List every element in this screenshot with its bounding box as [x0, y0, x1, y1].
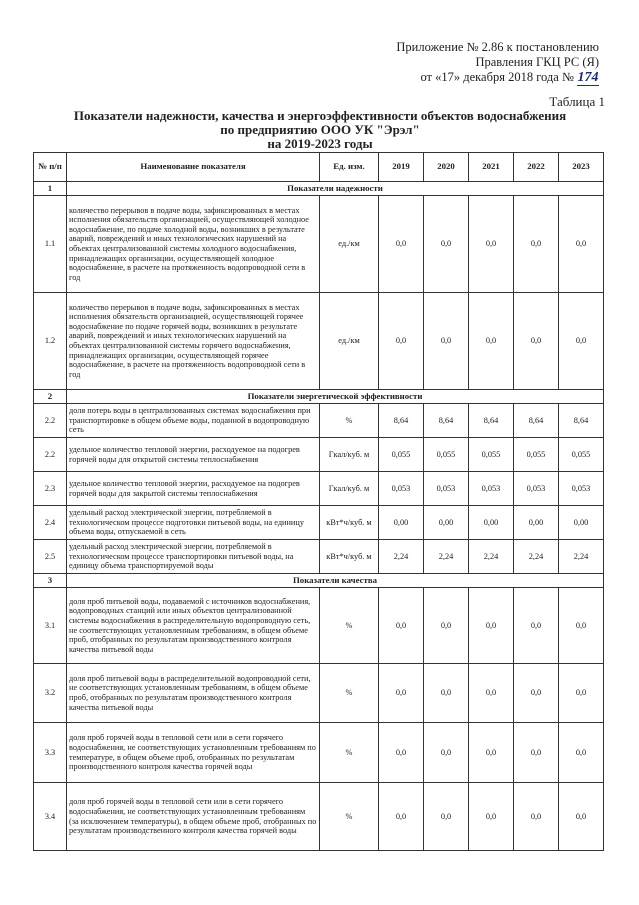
value-cell: 0,00: [514, 506, 559, 540]
unit-cell: %: [320, 588, 379, 664]
value-cell: 2,24: [379, 540, 424, 574]
value-cell: 2,24: [559, 540, 604, 574]
header-authority-line: Правления ГКЦ РС (Я): [475, 55, 599, 69]
col-year-header: 2021: [469, 153, 514, 182]
table-row: [34, 438, 604, 472]
value-cell: 0,00: [424, 506, 469, 540]
unit-cell: кВт*ч/куб. м: [320, 506, 379, 540]
row-number: 2.3: [34, 472, 67, 506]
document-title-line2: по предприятию ООО УК "Эрэл": [220, 122, 420, 137]
table-row: [34, 293, 604, 390]
unit-cell: Гкал/куб. м: [320, 472, 379, 506]
value-cell: 0,0: [514, 588, 559, 664]
section-title: Показатели надежности: [67, 182, 604, 196]
unit-cell: %: [320, 783, 379, 851]
value-cell: 0,0: [559, 293, 604, 390]
document-title-line1: Показатели надежности, качества и энергоэффективности объектов водоснабжения: [73, 108, 567, 123]
col-name-header: Наименование показателя: [67, 153, 320, 182]
value-cell: 8,64: [514, 404, 559, 438]
table-row: [34, 783, 604, 851]
value-cell: 0,0: [424, 664, 469, 723]
section-row: [34, 390, 604, 404]
value-cell: 0,053: [424, 472, 469, 506]
table-row: [34, 723, 604, 783]
col-year-header: 2020: [424, 153, 469, 182]
unit-cell: Гкал/куб. м: [320, 438, 379, 472]
indicator-name: удельный расход электрической энергии, потребляемой в технологическом процессе подготовки питьевой воды, на единицу объема воды, отпускаемой в сеть: [67, 506, 320, 540]
table-row: [34, 472, 604, 506]
indicator-name: удельный расход электрической энергии, потребляемой в технологическом процессе транспортировки питьевой воды, на единицу объема транспортируемой воды: [67, 540, 320, 574]
value-cell: 0,055: [379, 438, 424, 472]
indicator-name: количество перерывов в подаче воды, зафиксированных в местах исполнения обязательств организацией, осуществляющей горячее водоснабжение по подаче горячей воды, возникших в результате аварий, повреждений и иных технологических нарушений на объектах централизованной системы горячего водоснабжения, принадлежащих организации, осуществляющей горячее водоснабжение, в расчете на протяженность водопроводной сети в год: [67, 293, 320, 390]
table-row: [34, 664, 604, 723]
value-cell: 0,0: [559, 196, 604, 293]
value-cell: 0,0: [469, 723, 514, 783]
indicators-table: [33, 152, 604, 851]
value-cell: 0,0: [559, 664, 604, 723]
col-num-header: № п/п: [34, 153, 67, 182]
value-cell: 0,0: [379, 293, 424, 390]
value-cell: 2,24: [469, 540, 514, 574]
indicator-name: количество перерывов в подаче воды, зафиксированных в местах исполнения обязательств организацией, осуществляющей холодное водоснабжение, по подаче холодной воды, возникших в результате аварий, повреждений и иных технологических нарушений на объектах централизованной системы холодного водоснабжения, принадлежащих организации, осуществляющей холодное водоснабжение, в расчете на протяженность водопроводной сети в год: [67, 196, 320, 293]
header-date-line: [420, 70, 599, 86]
table-row: [34, 196, 604, 293]
document-title-line3: на 2019-2023 годы: [267, 136, 373, 151]
section-row: [34, 182, 604, 196]
section-title: Показатели качества: [67, 574, 604, 588]
row-number: 2.4: [34, 506, 67, 540]
table-label: Таблица 1: [549, 94, 605, 109]
value-cell: 0,0: [514, 783, 559, 851]
table-row: [34, 506, 604, 540]
value-cell: 0,0: [559, 723, 604, 783]
section-title: Показатели энергетической эффективности: [67, 390, 604, 404]
row-number: 3.4: [34, 783, 67, 851]
header-date-text: от «17» декабря 2018 года №: [420, 70, 574, 84]
value-cell: 0,0: [424, 723, 469, 783]
col-unit-header: Ед. изм.: [320, 153, 379, 182]
indicator-name: удельное количество тепловой энергии, расходуемое на подогрев горячей воды для открытой системы теплоснабжения: [67, 438, 320, 472]
value-cell: 0,0: [424, 293, 469, 390]
unit-cell: %: [320, 723, 379, 783]
indicator-name: удельное количество тепловой энергии, расходуемое на подогрев горячей воды для закрытой системы теплоснабжения: [67, 472, 320, 506]
value-cell: 0,0: [469, 588, 514, 664]
value-cell: 2,24: [424, 540, 469, 574]
value-cell: 0,0: [514, 723, 559, 783]
value-cell: 2,24: [514, 540, 559, 574]
indicator-name: доля проб горячей воды в тепловой сети или в сети горячего водоснабжения, не соответствующих установленным требованиям (за исключением температуры), в общем объеме проб, отобранных по результатам производственного контроля качества горячей воды: [67, 783, 320, 851]
value-cell: 8,64: [379, 404, 424, 438]
value-cell: 0,0: [469, 783, 514, 851]
table-row: [34, 404, 604, 438]
row-number: 1.1: [34, 196, 67, 293]
col-year-header: 2023: [559, 153, 604, 182]
value-cell: 0,055: [469, 438, 514, 472]
value-cell: 0,0: [469, 664, 514, 723]
value-cell: 0,00: [379, 506, 424, 540]
value-cell: 8,64: [424, 404, 469, 438]
value-cell: 0,053: [514, 472, 559, 506]
value-cell: 0,053: [559, 472, 604, 506]
row-number: 1.2: [34, 293, 67, 390]
value-cell: 0,0: [514, 293, 559, 390]
row-number: 3.1: [34, 588, 67, 664]
value-cell: 0,0: [379, 196, 424, 293]
header-appendix-line: Приложение № 2.86 к постановлению: [396, 40, 599, 54]
value-cell: 0,0: [514, 664, 559, 723]
section-number: 2: [34, 390, 67, 404]
row-number: 2.5: [34, 540, 67, 574]
value-cell: 0,00: [559, 506, 604, 540]
row-number: 3.2: [34, 664, 67, 723]
row-number: 2.2: [34, 438, 67, 472]
indicator-name: доля проб питьевой воды в распределительной водопроводной сети, не соответствующих установленным требованиям, в общем объеме проб, отобранных по результатам производственного контроля качества питьевой воды: [67, 664, 320, 723]
value-cell: 0,055: [514, 438, 559, 472]
value-cell: 0,0: [559, 783, 604, 851]
table-header-row: [34, 153, 604, 182]
value-cell: 0,0: [379, 783, 424, 851]
value-cell: 0,0: [379, 723, 424, 783]
value-cell: 0,055: [424, 438, 469, 472]
unit-cell: %: [320, 664, 379, 723]
value-cell: 0,053: [469, 472, 514, 506]
col-year-header: 2019: [379, 153, 424, 182]
indicator-name: доля проб питьевой воды, подаваемой с источников водоснабжения, водопроводных станций или иных объектов централизованной системы водоснабжения в распределительную водопроводную сеть, не соответствующих установленным требованиям, в общем объеме проб, отобранных по результатам производственного контроля качества питьевой воды: [67, 588, 320, 664]
value-cell: 0,0: [469, 293, 514, 390]
section-number: 1: [34, 182, 67, 196]
value-cell: 8,64: [469, 404, 514, 438]
unit-cell: ед./км: [320, 293, 379, 390]
section-row: [34, 574, 604, 588]
value-cell: 0,0: [514, 196, 559, 293]
value-cell: 0,0: [379, 664, 424, 723]
row-number: 3.3: [34, 723, 67, 783]
value-cell: 0,0: [379, 588, 424, 664]
table-row: [34, 588, 604, 664]
value-cell: 0,0: [559, 588, 604, 664]
section-number: 3: [34, 574, 67, 588]
unit-cell: %: [320, 404, 379, 438]
value-cell: 0,055: [559, 438, 604, 472]
value-cell: 0,0: [424, 783, 469, 851]
indicator-name: доля потерь воды в централизованных системах водоснабжения при транспортировке в общем объеме воды, поданной в водопроводную сеть: [67, 404, 320, 438]
value-cell: 0,0: [424, 588, 469, 664]
table-row: [34, 540, 604, 574]
indicator-name: доля проб горячей воды в тепловой сети или в сети горячего водоснабжения, не соответствующих установленным требованиям по температуре, в общем объеме проб, отобранных по результатам производственного контроля качества горячей воды: [67, 723, 320, 783]
unit-cell: кВт*ч/куб. м: [320, 540, 379, 574]
value-cell: 0,00: [469, 506, 514, 540]
value-cell: 0,053: [379, 472, 424, 506]
col-year-header: 2022: [514, 153, 559, 182]
value-cell: 0,0: [469, 196, 514, 293]
row-number: 2.2: [34, 404, 67, 438]
unit-cell: ед./км: [320, 196, 379, 293]
value-cell: 0,0: [424, 196, 469, 293]
handwritten-order-number: 174: [577, 70, 599, 85]
value-cell: 8,64: [559, 404, 604, 438]
